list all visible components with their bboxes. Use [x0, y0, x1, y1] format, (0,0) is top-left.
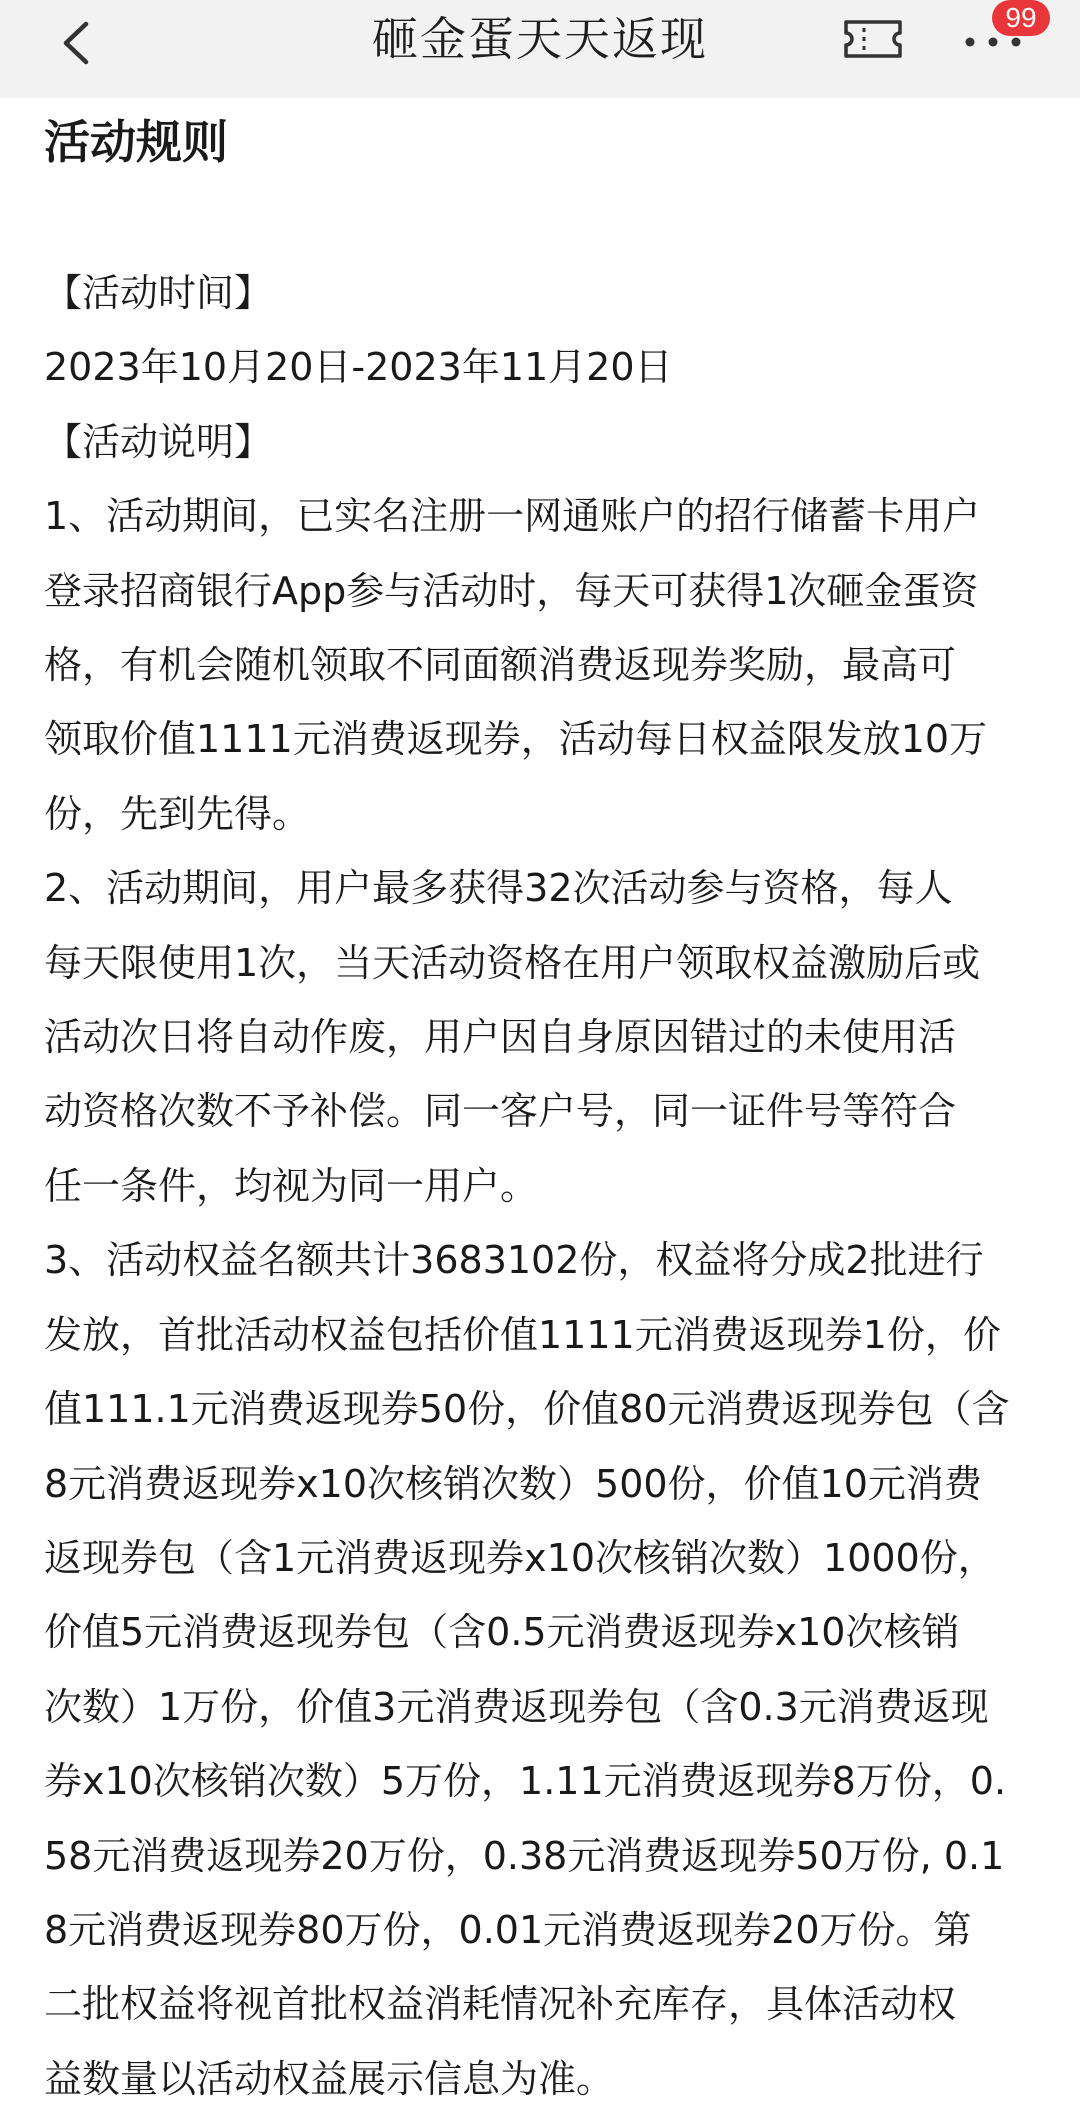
rules-line: 活动次日将自动作废，用户因自身原因错过的未使用活	[44, 1015, 957, 1060]
rules-line: 券x10次核销次数）5万份，1.11元消费返现券8万份，0.	[44, 1759, 1007, 1804]
rules-line: 3、活动权益名额共计3683102份，权益将分成2批进行	[44, 1238, 984, 1283]
rules-line: 二批权益将视首批权益消耗情况补充库存，具体活动权	[44, 1982, 957, 2027]
rules-line: 【活动说明】	[44, 419, 273, 464]
rules-line: 格，有机会随机领取不同面额消费返现券奖励，最高可	[44, 643, 957, 688]
rules-line: 发放，首批活动权益包括价值1111元消费返现券1份，价	[44, 1312, 1001, 1357]
ticket-button[interactable]	[842, 14, 904, 64]
rules-body	[44, 256, 1040, 2116]
rules-line: 次数）1万份，价值3元消费返现券包（含0.3元消费返现	[44, 1684, 989, 1729]
rules-line: 登录招商银行App参与活动时，每天可获得1次砸金蛋资	[44, 568, 979, 613]
ticket-icon	[842, 14, 904, 64]
rules-line: 份，先到先得。	[44, 791, 311, 836]
notification-badge: 99	[992, 0, 1050, 36]
rules-line: 任一条件，均视为同一用户。	[44, 1163, 539, 1208]
rules-line: 2023年10月20日-2023年11月20日	[44, 345, 673, 390]
rules-line: 领取价值1111元消费返现券，活动每日权益限发放10万	[44, 717, 988, 762]
rules-line: 58元消费返现券20万份，0.38元消费返现券50万份, 0.1	[44, 1833, 1005, 1878]
rules-content	[44, 98, 1040, 2116]
top-nav-bar	[0, 0, 1080, 98]
rules-line: 每天限使用1次，当天活动资格在用户领取权益激励后或	[44, 940, 981, 985]
rules-line: 返现券包（含1元消费返现券x10次核销次数）1000份，	[44, 1535, 996, 1580]
rules-title: 活动规则	[44, 115, 228, 169]
rules-line: 8元消费返现券80万份，0.01元消费返现券20万份。第	[44, 1907, 972, 1952]
rules-line: 价值5元消费返现券包（含0.5元消费返现券x10次核销	[44, 1610, 960, 1655]
rules-line: 【活动时间】	[44, 271, 273, 315]
page-title: 砸金蛋天天返现	[372, 12, 708, 66]
rules-line: 益数量以活动权益展示信息为准。	[44, 2056, 615, 2101]
rules-line: 值111.1元消费返现券50份，价值80元消费返现券包（含	[44, 1387, 1010, 1432]
rules-line: 2、活动期间，用户最多获得32次活动参与资格，每人	[44, 866, 953, 911]
rules-line: 动资格次数不予补偿。同一客户号，同一证件号等符合	[44, 1089, 957, 1134]
rules-line: 8元消费返现券x10次核销次数）500份，价值10元消费	[44, 1461, 982, 1506]
rules-line: 1、活动期间，已实名注册一网通账户的招行储蓄卡用户	[44, 494, 981, 539]
